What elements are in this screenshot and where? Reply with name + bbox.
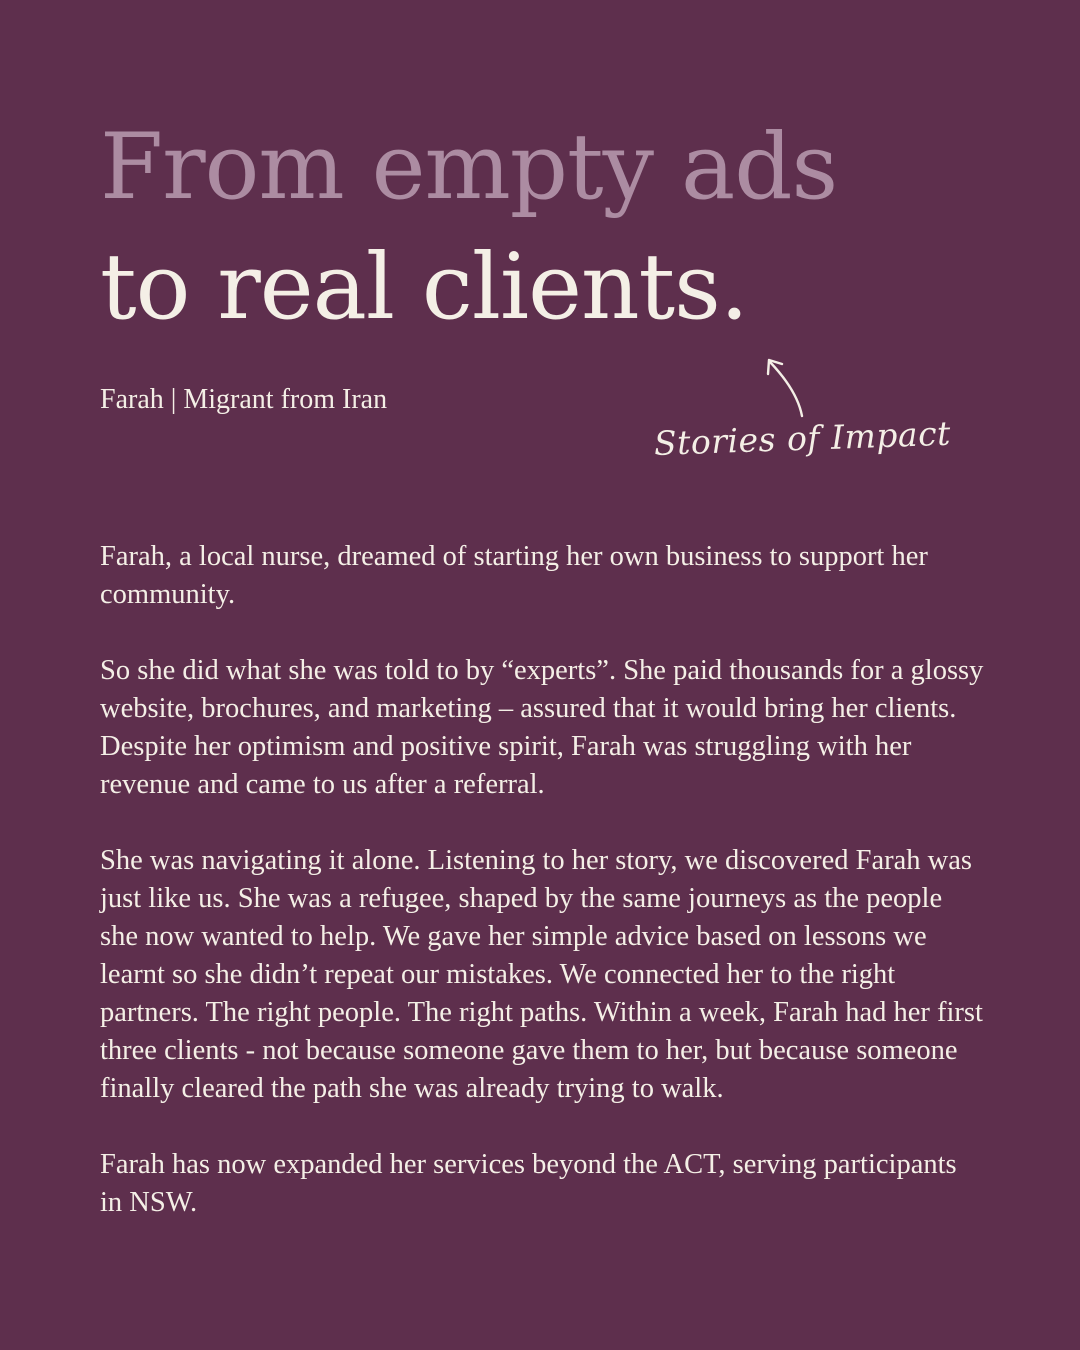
headline: [100, 108, 837, 348]
story-paragraph: So she did what she was told to by “experts”. She paid thousands for a glossy website, brochures, and marketing – assured that it would bring her clients. Despite her optimism and positive spirit, Farah was struggling with her revenue and came to us after a referral.: [100, 655, 984, 800]
headline-line-2: to real clients.: [100, 235, 748, 340]
story-body: [100, 538, 985, 1260]
story-paragraph: She was navigating it alone. Listening to her story, we discovered Farah was just like us. She was a refugee, shaped by the same journeys as the people she now wanted to help. We gave her simple advice based on lessons we learnt so she didn’t repeat our mistakes. We connected her to the right partners. The right people. The right paths. Within a week, Farah had her first three clients - not because someone gave them to her, but because someone finally cleared the path she was already trying to walk.: [100, 845, 983, 1104]
story-paragraph: Farah, a local nurse, dreamed of starting her own business to support her community.: [100, 541, 928, 610]
story-paragraph: Farah has now expanded her services beyond the ACT, serving participants in NSW.: [100, 1149, 957, 1218]
stories-of-impact-label: Stories of Impact: [653, 413, 952, 463]
stories-of-impact-annotation: [652, 352, 962, 492]
headline-line-1: From empty ads: [100, 115, 838, 220]
byline: Farah | Migrant from Iran: [100, 384, 388, 415]
